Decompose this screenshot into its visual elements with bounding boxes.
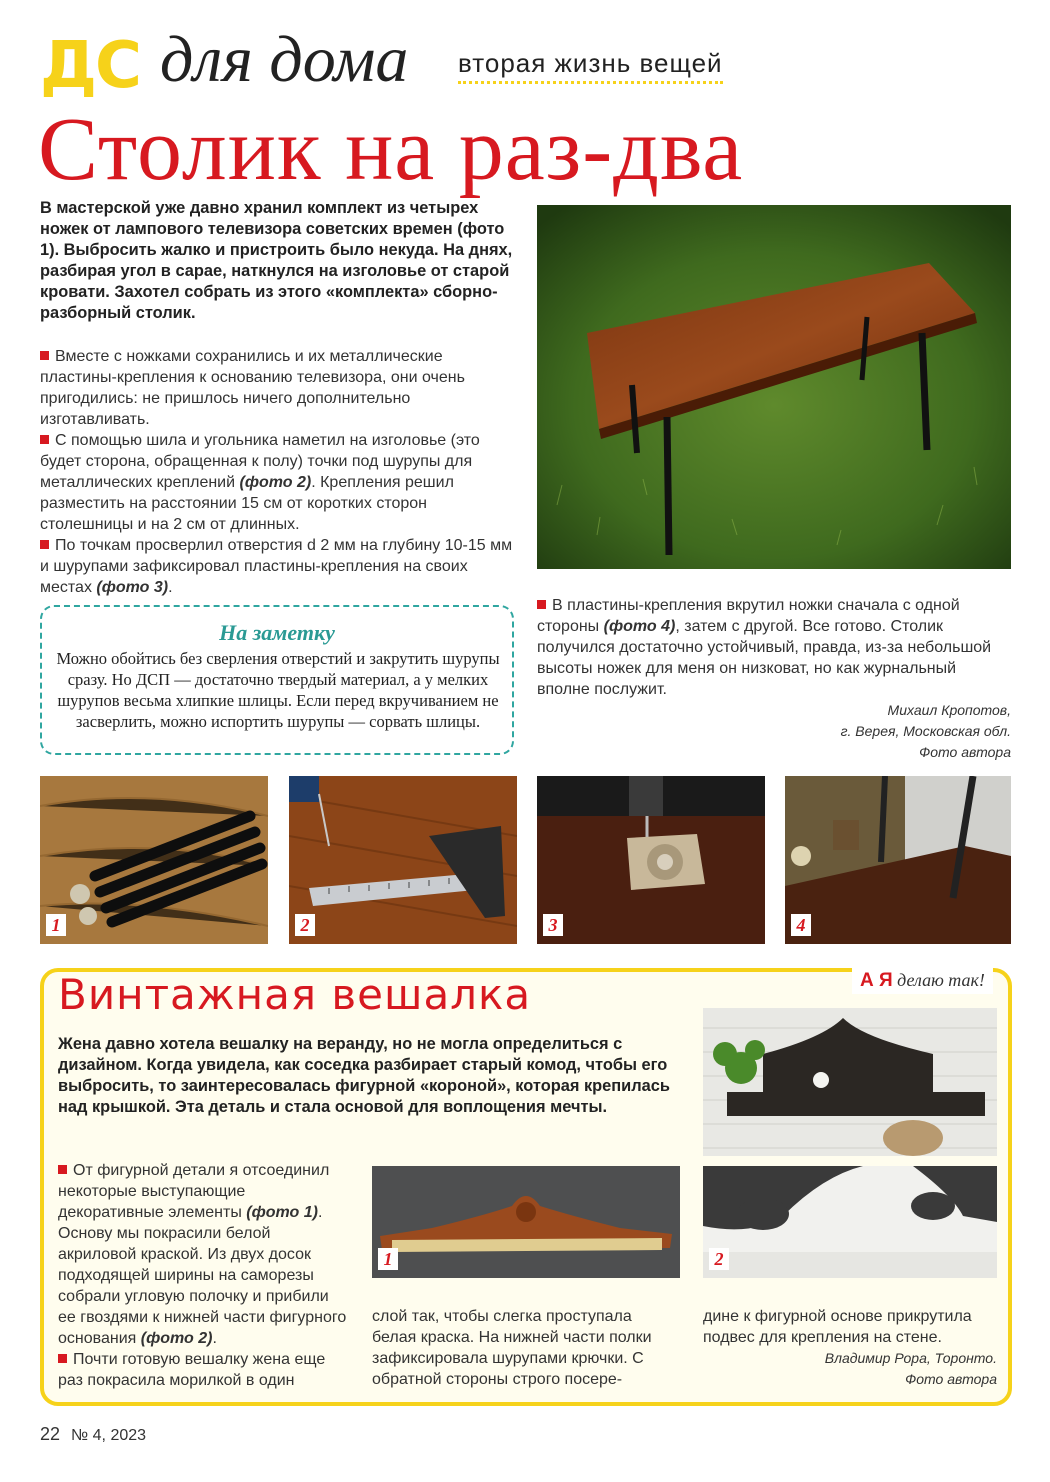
photo-credit: Фото автора — [905, 1371, 997, 1387]
magazine-logo: ДС — [40, 29, 140, 103]
author-location: г. Верея, Московская обл. — [840, 723, 1011, 739]
bullet-square-icon — [58, 1165, 67, 1174]
note-text: Можно обойтись без сверления отверстий и закрутить шурупы сразу. Но ДСП — достаточно твердый материал, а у мелких шурупов весьма хлипкие шлицы. Если перед вкручиванием не засверлить, можно испортить шурупы — сорвать шлицы. — [56, 649, 500, 731]
author-name: Михаил Кропотов, — [887, 702, 1011, 718]
photo-3-drilling — [537, 776, 765, 944]
paragraph: С помощью шила и угольника наметил на изголовье (это будет сторона, обращенная к полу) точки под шурупы для металлических креплений (фото 2). Крепления решил разместить на расстоянии 15 см от коротких сторон столешницы и на 2 см от длинных. — [40, 432, 480, 533]
paragraph: Почти готовую вешалку жена еще раз покрасила морилкой в один — [58, 1351, 326, 1389]
photo-table-main — [537, 205, 1011, 569]
bullet-square-icon — [58, 1354, 67, 1363]
bullet-square-icon — [40, 435, 49, 444]
photo-hanger-final — [703, 1008, 997, 1156]
section-lead: Жена давно хотела вешалку на веранду, но не могла определиться с дизайном. Когда увидела, как соседка разбирает старый комод, чтобы его выбросить, то заинтересовалась фигурной «короной», которая крепилась над крышкой. Эта деталь и стала основой для воплощения мечты. — [58, 1035, 670, 1116]
photo-crown-painted — [703, 1166, 997, 1278]
author-signature — [737, 700, 1011, 763]
paragraph: По точкам просверлил отверстия d 2 мм на глубину 10-15 мм и шурупами зафиксировал пластины-крепления на своих местах (фото 3). — [40, 537, 513, 596]
section-column-1 — [58, 1160, 350, 1391]
photo-1-legs — [40, 776, 268, 944]
article-body-right: В пластины-крепления вкрутил ножки сначала с одной стороны (фото 4), затем с другой. Все готово. Столик получился достаточно устойчивый, правда, из-за небольшой высоты ножек для меня он низковат, но как журнальный вполне послужит. — [537, 597, 992, 698]
photo-number: 2 — [709, 1248, 729, 1270]
article-body-left — [40, 346, 516, 598]
paragraph: Вместе с ножками сохранились и их металлические пластины-крепления к основанию телевизора, они очень пригодились: не пришлось ничего дополнительно изготавливать. — [40, 348, 465, 428]
page-footer — [40, 1424, 146, 1445]
section-title: Винтажная вешалка — [58, 970, 532, 1019]
section-column-3: дине к фигурной основе прикрутила подвес для крепления на стене. Владимир Рора, Торонто. Фото автора — [703, 1306, 997, 1390]
photo-number: 3 — [543, 914, 563, 936]
article-title: Столик на раз-два — [38, 100, 744, 199]
photo-number: 1 — [46, 914, 66, 936]
note-title: На заметку — [219, 620, 335, 645]
rubric-label: вторая жизнь вещей — [458, 48, 723, 84]
author-name: Владимир Рора, Торонто. — [824, 1350, 997, 1366]
section-rubric: А Я делаю так! — [852, 968, 993, 994]
photo-crown-raw — [372, 1166, 680, 1278]
photo-4-legs-attached — [785, 776, 1011, 944]
article-lead: В мастерской уже давно хранил комплект из четырех ножек от лампового телевизора советских времен (фото 1). Выбросить жалко и пристроить было некуда. На днях, разбирая угол в сарае, наткнулся на изголовье от старой кровати. Захотел собрать из этого «комплекта» сборно-разборный столик. — [40, 199, 513, 322]
section-column-2: слой так, чтобы слегка проступала белая краска. На нижней части полки зафиксировала шурупами крючки. С обратной стороны строго посере- — [372, 1308, 652, 1388]
bullet-square-icon — [40, 540, 49, 549]
photo-2-marking — [289, 776, 517, 944]
page-number: 22 — [40, 1424, 61, 1444]
paragraph: От фигурной детали я отсоединил некоторые выступающие декоративные элементы (фото 1). Основу мы покрасили белой акриловой краской. Из двух досок подходящей ширины на саморезы собрали угловую полочку и прибили ее гвоздями к нижней части фигурного основания (фото 2). — [58, 1162, 347, 1347]
photo-number: 1 — [378, 1248, 398, 1270]
bullet-square-icon — [537, 600, 546, 609]
bullet-square-icon — [40, 351, 49, 360]
section-name: для дома — [160, 23, 409, 96]
photo-credit: Фото автора — [919, 744, 1011, 760]
photo-number: 2 — [295, 914, 315, 936]
issue-number: № 4, 2023 — [71, 1427, 147, 1444]
photo-number: 4 — [791, 914, 811, 936]
